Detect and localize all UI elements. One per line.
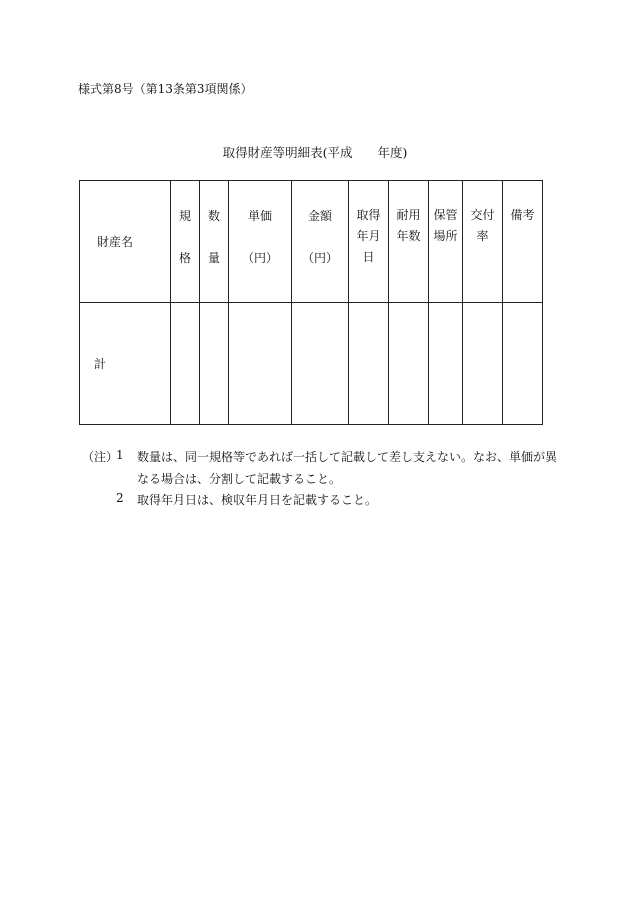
col-header-unit-price-line2: （円） [241,251,278,265]
total-storage-cell[interactable] [429,303,463,425]
col-header-quantity-line2: 量 [207,251,220,265]
col-header-acquired-date-line1: 取得 [356,208,381,222]
note-2-number: 2 [116,491,124,505]
total-label-cell [80,303,171,425]
col-header-storage-line2: 場所 [433,229,458,243]
total-grant-rate-cell[interactable] [463,303,503,425]
col-header-remarks-label: 備考 [510,208,535,222]
total-quantity-cell[interactable] [200,303,229,425]
notes-prefix: （注） [82,450,119,464]
col-header-acquired-date-line2: 年月 [356,229,381,243]
col-header-name-label: 財産名 [96,235,133,249]
col-header-acquired-date-line3: 日 [362,250,375,264]
col-header-useful-life-line2: 年数 [396,229,421,243]
col-header-remarks [503,181,543,303]
col-header-useful-life-line1: 耐用 [396,208,421,222]
total-spec-cell[interactable] [171,303,200,425]
col-header-grant-rate-line2: 率 [476,229,489,243]
total-useful-life-cell[interactable] [389,303,429,425]
header-row [80,181,543,303]
total-label: 計 [94,357,107,371]
col-header-storage [429,181,463,303]
note-1-number: 1 [116,448,124,462]
col-header-amount-line2: （円） [301,251,338,265]
total-acquired-date-cell[interactable] [349,303,389,425]
col-header-grant-rate [463,181,503,303]
col-header-quantity [200,181,229,303]
form-number: 様式第8号（第13条第3項関係） [78,82,253,96]
total-amount-cell[interactable] [292,303,349,425]
note-1-text-line2: なる場合は、分割して記載すること。 [137,472,342,486]
note-1-text-line1: 数量は、同一規格等であれば一括して記載して差し支えない。なお、単価が異 [137,450,558,464]
col-header-amount-line1: 金額 [307,209,332,223]
col-header-spec-line1: 規 [178,209,191,223]
total-unit-price-cell[interactable] [229,303,292,425]
col-header-unit-price [229,181,292,303]
col-header-amount [292,181,349,303]
col-header-quantity-line1: 数 [207,209,220,223]
total-remarks-cell[interactable] [503,303,543,425]
col-header-grant-rate-line1: 交付 [470,208,495,222]
col-header-spec-line2: 格 [178,251,191,265]
acquired-property-table [79,180,543,425]
col-header-spec [171,181,200,303]
total-row [80,303,543,425]
col-header-acquired-date [349,181,389,303]
col-header-unit-price-line1: 単価 [247,209,272,223]
note-2-text: 取得年月日は、検収年月日を記載すること。 [137,493,378,507]
col-header-name [80,181,171,303]
document-title: 取得財産等明細表(平成 年度) [222,145,408,160]
col-header-useful-life [389,181,429,303]
col-header-storage-line1: 保管 [433,208,458,222]
